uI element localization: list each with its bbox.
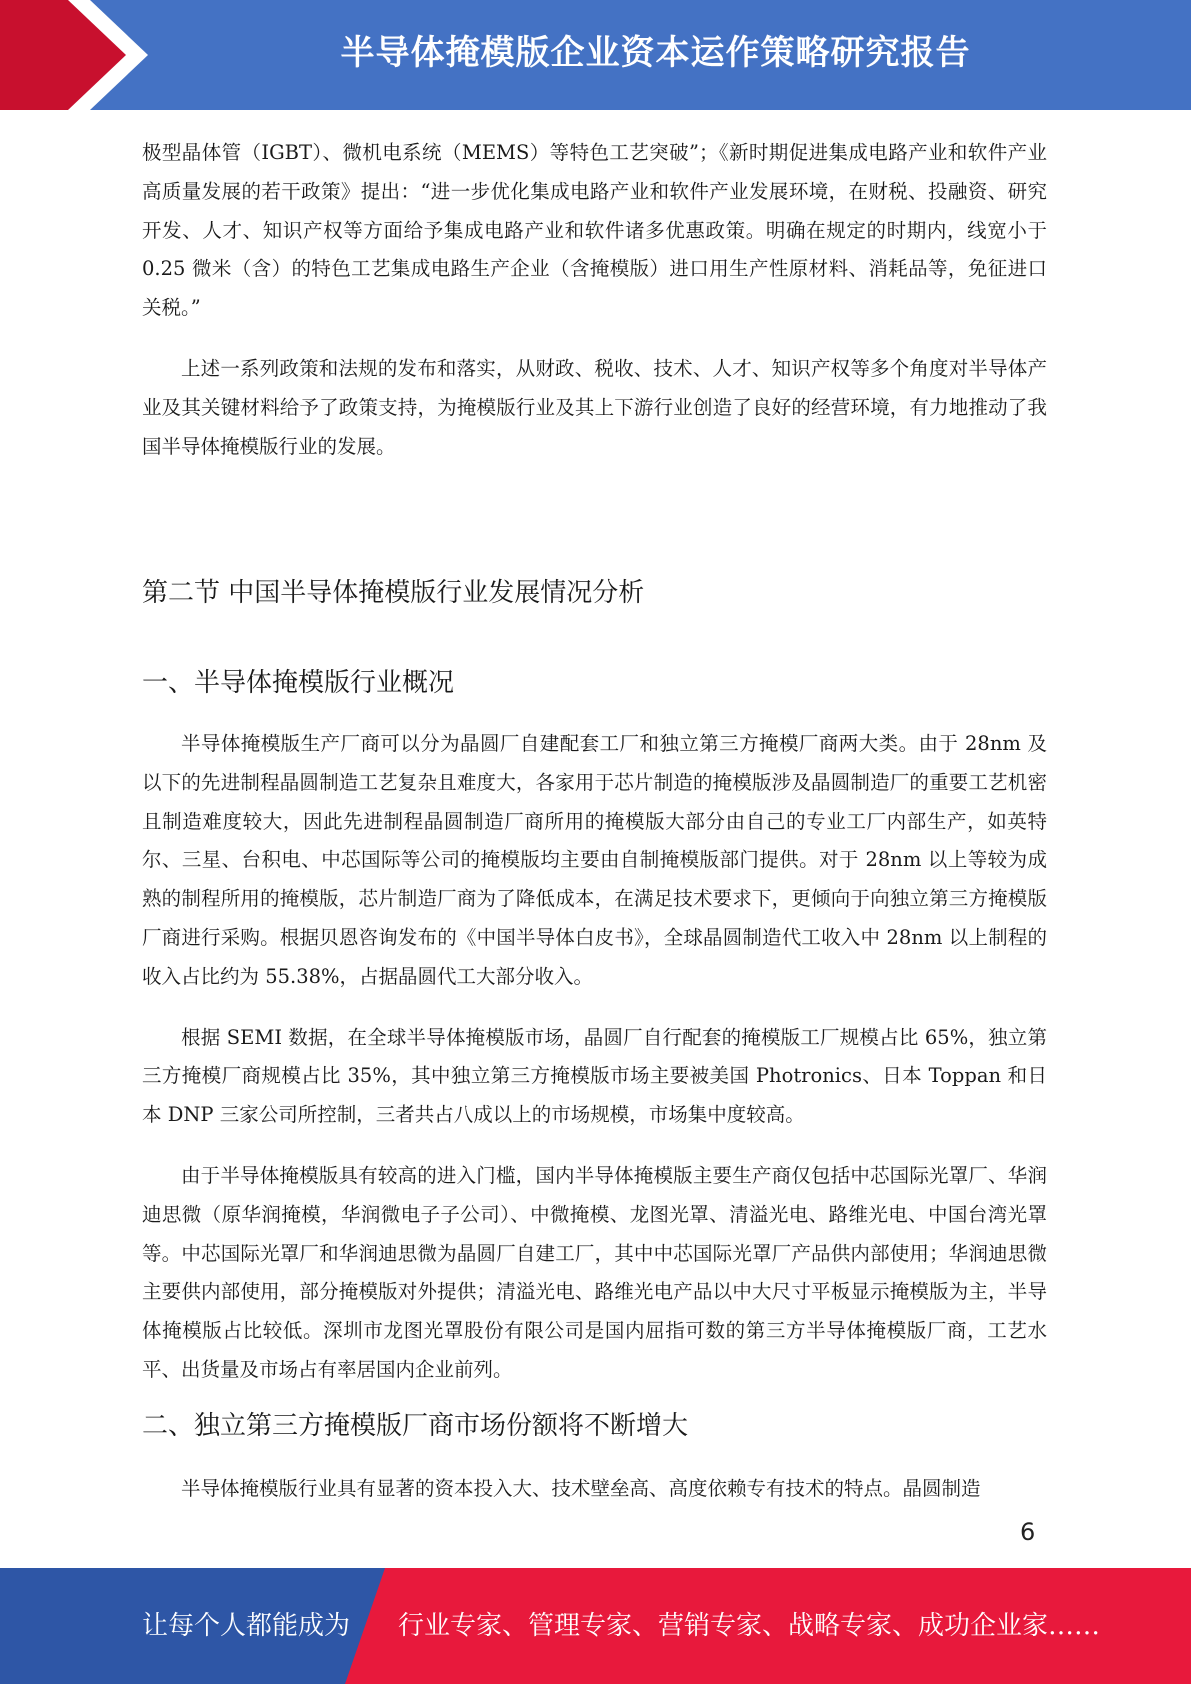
page-footer [0, 1568, 1191, 1684]
subsection-title: 二、独立第三方掩模版厂商市场份额将不断增大 [142, 1411, 689, 1441]
subsection-body [142, 1470, 1047, 1531]
page-number: 6 [1020, 1518, 1036, 1546]
footer-slogan-left: 让每个人都能成为 [142, 1611, 351, 1641]
paragraph: 半导体掩模版生产厂商可以分为晶圆厂自建配套工厂和独立第三方掩模厂商两大类。由于 28nm 及以下的先进制程晶圆制造工艺复杂且难度大，各家用于芯片制造的掩模版涉及晶圆制造厂的重要工艺机密且制造难度较大，因此先进制程晶圆制造厂商所用的掩模版大部分由自己的专业工厂内部生产，如英特尔、三星、台积电、中芯国际等公司的掩模版均主要由自制掩模版部门提供。对于 28nm 以上等较为成熟的制程所用的掩模版，芯片制造厂商为了降低成本，在满足技术要求下，更倾向于向独立第三方掩模版厂商进行采购。根据贝恩咨询发布的《中国半导体白皮书》，全球晶圆制造代工收入中 28nm 以上制程的收入占比约为 55.38%，占据晶圆代工大部分收入。 [142, 732, 1047, 988]
paragraph: 半导体掩模版行业具有显著的资本投入大、技术壁垒高、高度依赖专有技术的特点。晶圆制造 [181, 1477, 981, 1500]
paragraph: 上述一系列政策和法规的发布和落实，从财政、税收、技术、人才、知识产权等多个角度对半导体产业及其关键材料给予了政策支持，为掩模版行业及其上下游行业创造了良好的经营环境，有力地推动了我国半导体掩模版行业的发展。 [142, 356, 1047, 458]
page-header [0, 0, 1191, 110]
footer-slogan-right: 行业专家、管理专家、营销专家、战略专家、成功企业家…… [398, 1611, 1101, 1641]
subsection-body [142, 725, 1047, 1412]
paragraph: 根据 SEMI 数据，在全球半导体掩模版市场，晶圆厂自行配套的掩模版工厂规模占比 65%，独立第三方掩模厂商规模占比 35%，其中独立第三方掩模版市场主要被美国 Photronics、日本 Toppan 和日本 DNP 三家公司所控制，三者共占八成以上的市场规模，市场集中度较高。 [142, 1025, 1047, 1127]
intro-text [142, 134, 1047, 488]
section-title: 第二节 中国半导体掩模版行业发展情况分析 [142, 578, 645, 608]
subsection-title: 一、半导体掩模版行业概况 [142, 668, 455, 698]
paragraph: 极型晶体管（IGBT）、微机电系统（MEMS）等特色工艺突破”；《新时期促进集成电路产业和软件产业高质量发展的若干政策》提出：“进一步优化集成电路产业和软件产业发展环境，在财税、投融资、研究开发、人才、知识产权等方面给予集成电路产业和软件诸多优惠政策。明确在规定的时期内，线宽小于 0.25 微米（含）的特色工艺集成电路生产企业（含掩模版）进口用生产性原材料、消耗品等，免征进口关税。” [142, 141, 1047, 320]
report-title: 半导体掩模版企业资本运作策略研究报告 [340, 33, 971, 73]
chevron-arrow-icon [0, 0, 160, 110]
paragraph: 由于半导体掩模版具有较高的进入门槛，国内半导体掩模版主要生产商仅包括中芯国际光罩厂、华润迪思微（原华润掩模，华润微电子子公司）、中微掩模、龙图光罩、清溢光电、路维光电、中国台湾光罩等。中芯国际光罩厂和华润迪思微为晶圆厂自建工厂，其中中芯国际光罩厂产品供内部使用；华润迪思微主要供内部使用，部分掩模版对外提供；清溢光电、路维光电产品以中大尺寸平板显示掩模版为主，半导体掩模版占比较低。深圳市龙图光罩股份有限公司是国内屈指可数的第三方半导体掩模版厂商，工艺水平、出货量及市场占有率居国内企业前列。 [142, 1163, 1047, 1381]
